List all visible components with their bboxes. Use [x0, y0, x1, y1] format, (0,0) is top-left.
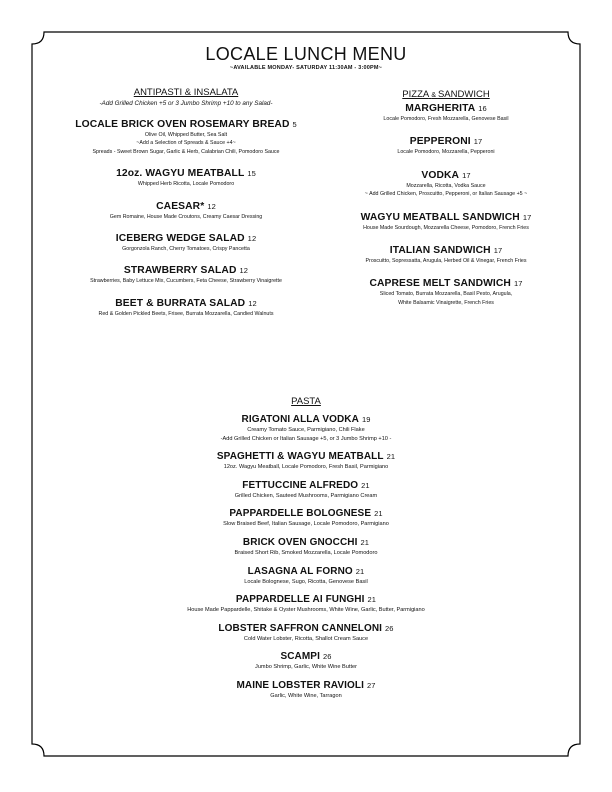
menu-item	[106, 507, 506, 529]
pasta-section	[106, 396, 506, 701]
menu-item	[106, 450, 506, 472]
menu-item	[106, 593, 506, 615]
heading-sandwich: SANDWICH	[437, 89, 490, 100]
menu-item	[106, 679, 506, 701]
menu-item-name: ICEBERG WEDGE SALAD	[115, 233, 245, 245]
menu-item-name: CAPRESE MELT SANDWICH	[369, 278, 511, 290]
menu-item-price: 17	[493, 246, 503, 256]
menu-item-description: Creamy Tomato Sauce, Parmigiano, Chili Flake	[247, 427, 365, 433]
menu-item-description: Slow Braised Beef, Italian Sausage, Locale Pomodoro, Parmigiano	[223, 521, 389, 528]
menu-item-description: Proscuitto, Sopressatta, Arugula, Herbed Oil & Vinegar, French Fries	[365, 258, 527, 265]
menu-item-name: ITALIAN SANDWICH	[389, 245, 491, 257]
menu-item-description: Locale Pomodoro, Fresh Mozzarella, Genovese Basil	[383, 116, 509, 122]
menu-item-name: PAPPARDELLE AI FUNGHI	[235, 594, 365, 606]
menu-item-price: 17	[473, 137, 483, 147]
menu-item-description: ~ Add Grilled Chicken, Proscuitto, Pepperoni, or Italian Sausage +5 ~	[364, 191, 528, 198]
menu-item-description: Gem Romaine, House Made Croutons, Creamy Caesar Dressing	[109, 213, 263, 220]
menu-item	[328, 102, 564, 123]
menu-item-price: 5	[292, 120, 297, 129]
pasta-items	[106, 413, 506, 701]
menu-item-description: 12oz. Wagyu Meatball, Locale Pomodoro, Fresh Basil, Parmigiano	[223, 464, 389, 471]
menu-item-title	[106, 679, 506, 692]
menu-item-description: House Made Pappardelle, Shitake & Oyster Mushrooms, White Wine, Garlic, Butter, Parmigiano	[187, 607, 425, 614]
menu-item	[328, 211, 564, 232]
menu-item-title	[328, 135, 564, 148]
menu-item-description: Strawberries, Baby Lettuce Mix, Cucumbers, Feta Cheese, Strawberry Vinaigrette	[90, 278, 282, 285]
menu-item	[106, 650, 506, 672]
menu-item-title	[46, 118, 326, 131]
menu-item-price: 12	[247, 234, 257, 244]
menu-item-description: Braised Short Rib, Smoked Mozzarella, Locale Pomodoro	[234, 549, 378, 556]
menu-item	[46, 118, 326, 156]
menu-item-name: PAPPARDELLE BOLOGNESE	[229, 508, 372, 520]
menu-item-name: BRICK OVEN GNOCCHI	[242, 536, 358, 548]
menu-item-name: MARGHERITA	[405, 103, 476, 114]
menu-item-title	[46, 232, 326, 245]
menu-item-price: 27	[366, 680, 376, 690]
menu-item	[106, 536, 506, 558]
menu-item-title	[328, 244, 564, 257]
menu-item-title	[328, 277, 564, 290]
menu-item-title	[328, 169, 564, 182]
menu-item-price: 26	[322, 652, 332, 662]
menu-item-price: 21	[386, 452, 396, 462]
menu-item-description: Red & Golden Pickled Beets, Frisee, Burrata Mozzarella, Candied Walnuts	[98, 310, 274, 317]
heading-ampersand: &	[431, 92, 438, 99]
menu-item-description: White Balsamic Vinaigrette, French Fries	[398, 299, 494, 306]
menu-item-description: Jumbo Shrimp, Garlic, White Wine Butter	[255, 664, 357, 671]
menu-item-description: Gorgonzola Ranch, Cherry Tomatoes, Crispy Pancetta	[122, 246, 250, 253]
menu-item-description: Cold Water Lobster, Ricotta, Shallot Cream Sauce	[243, 635, 369, 642]
menu-item-description: Locale Pomodoro, Mozzarella, Pepperoni	[397, 149, 495, 156]
menu-item-name: SPAGHETTI & WAGYU MEATBALL	[216, 451, 384, 463]
menu-item-name: BEET & BURRATA SALAD	[115, 297, 246, 309]
menu-item-price: 15	[247, 169, 256, 179]
menu-item	[46, 232, 326, 253]
menu-item-title	[106, 413, 506, 426]
menu-item	[106, 622, 506, 644]
menu-item	[106, 413, 506, 443]
menu-item	[328, 244, 564, 265]
menu-item-price: 21	[355, 566, 365, 576]
pizza-sandwich-heading	[328, 89, 564, 100]
menu-item	[46, 200, 326, 221]
menu-item-price: 21	[361, 480, 370, 490]
menu-item	[328, 135, 564, 156]
salad-addon-note: -Add Grilled Chicken +5 or 3 Jumbo Shrimp +10 to any Salad-	[99, 100, 273, 107]
antipasti-heading: ANTIPASTI & INSALATA	[133, 87, 239, 98]
pizza-sandwich-section	[328, 89, 564, 307]
menu-item-description: Grilled Chicken, Sauteed Mushrooms, Parmigiano Cream	[234, 492, 378, 499]
menu-item-price: 16	[478, 104, 487, 113]
menu-item-title	[46, 167, 326, 180]
menu-item-title	[106, 650, 506, 663]
menu-item-description: Sliced Tomato, Burrata Mozzarella, Basil Pesto, Arugula,	[379, 291, 513, 298]
menu-item-description: Garlic, White Wine, Tarragon	[270, 692, 342, 699]
menu-item	[46, 297, 326, 318]
antipasti-items	[46, 118, 326, 318]
menu-item-title	[46, 297, 326, 310]
menu-item-name: LOBSTER SAFFRON CANNELONI	[218, 622, 383, 634]
menu-item-price: 17	[513, 279, 523, 289]
menu-item-title	[106, 593, 506, 606]
menu-item-name: MAINE LOBSTER RAVIOLI	[236, 679, 364, 691]
menu-item-name: STRAWBERRY SALAD	[123, 265, 237, 277]
antipasti-section	[46, 87, 326, 318]
menu-item-name: 12oz. WAGYU MEATBALL	[116, 168, 245, 180]
heading-pizza: PIZZA	[402, 89, 429, 100]
menu-item-title	[106, 565, 506, 578]
menu-item-name: SCAMPI	[280, 651, 320, 663]
menu-item	[106, 565, 506, 587]
menu-item-price: 26	[385, 623, 394, 633]
menu-item	[46, 264, 326, 285]
menu-item	[328, 277, 564, 307]
menu-item	[328, 169, 564, 199]
menu-item-title	[106, 450, 506, 463]
menu-hours: ~AVAILABLE MONDAY- SATURDAY 11:30AM - 3:00PM~	[229, 65, 383, 71]
menu-item-title	[106, 479, 506, 492]
menu-item-price: 21	[367, 595, 377, 605]
menu-item	[46, 167, 326, 188]
menu-item-description: Locale Bolognese, Sugo, Ricotta, Genovese Basil	[244, 578, 368, 585]
menu-item-name: LOCALE BRICK OVEN ROSEMARY BREAD	[75, 119, 290, 130]
menu-item-title	[106, 507, 506, 520]
menu-item-price: 17	[462, 170, 471, 180]
menu-item-title	[106, 536, 506, 549]
menu-item-price: 21	[360, 537, 370, 547]
menu-item-name: WAGYU MEATBALL SANDWICH	[360, 211, 520, 223]
menu-item-name: FETTUCCINE ALFREDO	[242, 479, 359, 491]
menu-item-price: 17	[522, 212, 532, 222]
menu-item-name: PEPPERONI	[409, 136, 471, 148]
menu-item-price: 12	[207, 201, 216, 211]
menu-item-price: 12	[239, 266, 249, 276]
menu-item-price: 19	[361, 415, 371, 424]
menu-item-name: CAESAR*	[156, 200, 205, 212]
menu-item-name: RIGATONI ALLA VODKA	[241, 414, 359, 425]
menu-item-name: VODKA	[421, 169, 460, 181]
menu-item-title	[328, 211, 564, 224]
menu-item-title	[328, 102, 564, 115]
menu-item-description: -Add Grilled Chicken or Italian Sausage +5, or 3 Jumbo Shrimp +10 -	[220, 435, 392, 442]
menu-item-price: 12	[248, 298, 257, 308]
menu-item-price: 21	[374, 509, 383, 519]
menu-item-description: ~Add a Selection of Spreads & Sauce +4~	[136, 140, 236, 147]
menu-item-description: Olive Oil, Whipped Butter, Sea Salt	[144, 132, 228, 138]
menu-item-title	[106, 622, 506, 635]
pizza-items	[328, 102, 564, 307]
menu-item-description: Spreads - Sweet Brown Sugar, Garlic & Herb, Calabrian Chili, Pomodoro Sauce	[92, 148, 280, 155]
menu-item-title	[46, 200, 326, 213]
menu-item-name: LASAGNA AL FORNO	[247, 565, 353, 577]
menu-item-title	[46, 264, 326, 277]
menu-item	[106, 479, 506, 501]
menu-title: LOCALE LUNCH MENU	[205, 44, 407, 64]
pasta-heading: PASTA	[291, 396, 321, 407]
menu-item-description: Mozzarella, Ricotta, Vodka Sauce	[406, 182, 486, 189]
menu-item-description: Whipped Herb Ricotta, Locale Pomodoro	[137, 181, 235, 188]
menu-item-description: House Made Sourdough, Mozzarella Cheese, Pomodoro, French Fries	[363, 224, 529, 231]
